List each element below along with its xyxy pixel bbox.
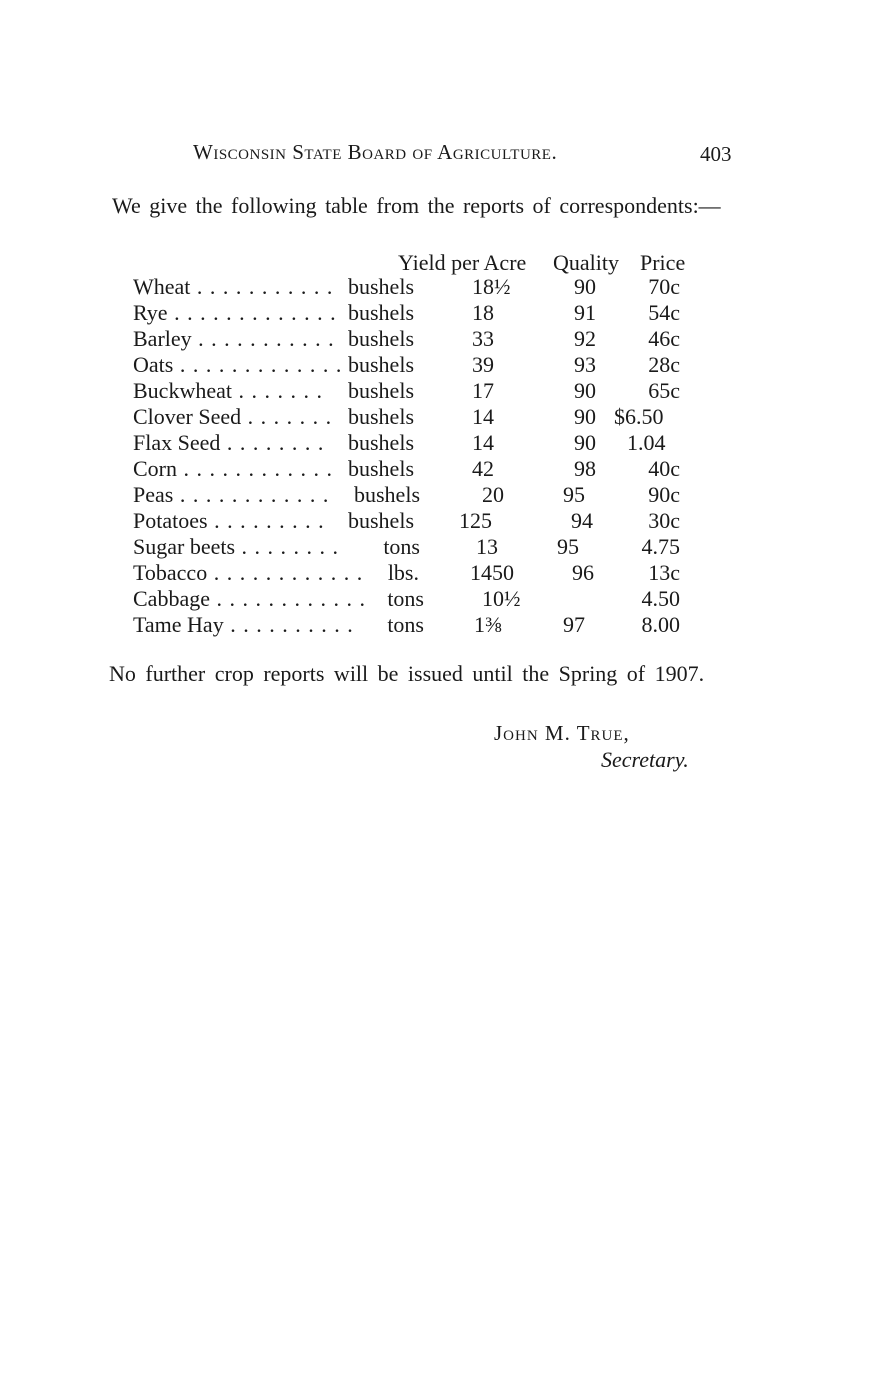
leader-dots: . . . . . . . . . . . . . [167, 300, 337, 325]
table-row [0, 586, 887, 612]
table-row [0, 508, 887, 534]
leader-dots: . . . . . . . . . . . . . [173, 352, 343, 377]
quality-value: 94 [571, 508, 593, 533]
table-row [0, 352, 887, 378]
crop-name: Wheat . . . . . . . . . . . [133, 274, 334, 299]
yield-value: 17 [472, 378, 494, 403]
leader-dots: . . . . . . . [231, 378, 323, 403]
quality-value: 90 [574, 274, 596, 299]
table-row [0, 612, 887, 638]
price-value: 65c [648, 378, 680, 403]
yield-value: 39 [472, 352, 494, 377]
quality-value: 92 [574, 326, 596, 351]
unit: bushels [348, 430, 414, 455]
column-header-quality: Quality [553, 250, 619, 275]
crop-name: Clover Seed . . . . . . . [133, 404, 333, 429]
quality-value: 93 [574, 352, 596, 377]
price-value: 30c [648, 508, 680, 533]
price-value: 1.04 [627, 430, 666, 455]
crop-name: Oats . . . . . . . . . . . . . [133, 352, 343, 377]
unit: bushels [354, 482, 420, 507]
yield-value: 42 [472, 456, 494, 481]
price-value: 13c [648, 560, 680, 585]
crop-name: Cabbage . . . . . . . . . . . . [133, 586, 366, 611]
table-row [0, 482, 887, 508]
unit: bushels [348, 352, 414, 377]
table-row [0, 534, 887, 560]
price-value: 46c [648, 326, 680, 351]
unit: bushels [348, 456, 414, 481]
quality-value: 91 [574, 300, 596, 325]
leader-dots: . . . . . . . . [235, 534, 340, 559]
price-value: $6.50 [614, 404, 664, 429]
leader-dots: . . . . . . . . . . [223, 612, 354, 637]
price-value: 70c [648, 274, 680, 299]
price-value: 8.00 [641, 612, 680, 637]
unit: tons [387, 612, 424, 637]
leader-dots: . . . . . . . [241, 404, 333, 429]
unit: tons [383, 534, 420, 559]
quality-value: 96 [572, 560, 594, 585]
quality-value: 90 [574, 378, 596, 403]
column-header-yield: Yield per Acre [398, 250, 527, 275]
quality-value: 95 [563, 482, 585, 507]
quality-value: 90 [574, 404, 596, 429]
unit: bushels [348, 300, 414, 325]
crop-name: Tobacco . . . . . . . . . . . . [133, 560, 364, 585]
leader-dots: . . . . . . . . [220, 430, 325, 455]
table-row [0, 560, 887, 586]
yield-value: 14 [472, 404, 494, 429]
leader-dots: . . . . . . . . . . . . [209, 586, 366, 611]
closing-paragraph: No further crop reports will be issued until the Spring of 1907. [109, 661, 705, 686]
unit: bushels [348, 274, 414, 299]
crop-name: Corn . . . . . . . . . . . . [133, 456, 333, 481]
price-value: 40c [648, 456, 680, 481]
quality-value: 98 [574, 456, 596, 481]
yield-value: 10½ [482, 586, 521, 611]
yield-value: 13 [476, 534, 498, 559]
signature-name: John M. True, [494, 721, 630, 745]
leader-dots: . . . . . . . . . . . . [207, 560, 364, 585]
yield-value: 18 [472, 300, 494, 325]
price-value: 4.75 [641, 534, 680, 559]
crop-name: Flax Seed . . . . . . . . [133, 430, 325, 455]
table-row [0, 274, 887, 300]
table-row [0, 430, 887, 456]
leader-dots: . . . . . . . . . . . . [173, 482, 330, 507]
column-header-price: Price [640, 250, 686, 275]
crop-name: Sugar beets . . . . . . . . [133, 534, 340, 559]
crop-name: Buckwheat . . . . . . . [133, 378, 323, 403]
leader-dots: . . . . . . . . . . . . [177, 456, 333, 481]
quality-value: 97 [563, 612, 585, 637]
crop-name: Potatoes . . . . . . . . . [133, 508, 325, 533]
unit: bushels [348, 326, 414, 351]
quality-value: 95 [557, 534, 579, 559]
running-head: Wisconsin State Board of Agriculture. [193, 140, 558, 164]
unit: bushels [348, 378, 414, 403]
page-number: 403 [700, 142, 732, 166]
yield-value: 18½ [472, 274, 511, 299]
quality-value: 90 [574, 430, 596, 455]
price-value: 4.50 [641, 586, 680, 611]
price-value: 90c [648, 482, 680, 507]
table-row [0, 300, 887, 326]
leader-dots: . . . . . . . . . . . [190, 274, 334, 299]
intro-paragraph: We give the following table from the reports of correspondents:— [112, 193, 721, 218]
table-row [0, 456, 887, 482]
yield-value: 14 [472, 430, 494, 455]
crop-name: Tame Hay . . . . . . . . . . [133, 612, 354, 637]
unit: bushels [348, 404, 414, 429]
yield-value: 33 [472, 326, 494, 351]
price-value: 54c [648, 300, 680, 325]
table-row [0, 404, 887, 430]
unit: tons [387, 586, 424, 611]
unit: lbs. [387, 560, 419, 585]
price-value: 28c [648, 352, 680, 377]
table-row [0, 326, 887, 352]
crop-name: Rye . . . . . . . . . . . . . [133, 300, 337, 325]
table-row [0, 378, 887, 404]
yield-value: 1450 [470, 560, 514, 585]
yield-value: 20 [482, 482, 504, 507]
unit: bushels [348, 508, 414, 533]
yield-value: 1⅜ [474, 612, 502, 637]
signature-title: Secretary. [601, 747, 689, 772]
leader-dots: . . . . . . . . . . . [191, 326, 335, 351]
crop-name: Peas . . . . . . . . . . . . [133, 482, 330, 507]
yield-value: 125 [459, 508, 492, 533]
leader-dots: . . . . . . . . . [207, 508, 325, 533]
crop-name: Barley . . . . . . . . . . . [133, 326, 335, 351]
